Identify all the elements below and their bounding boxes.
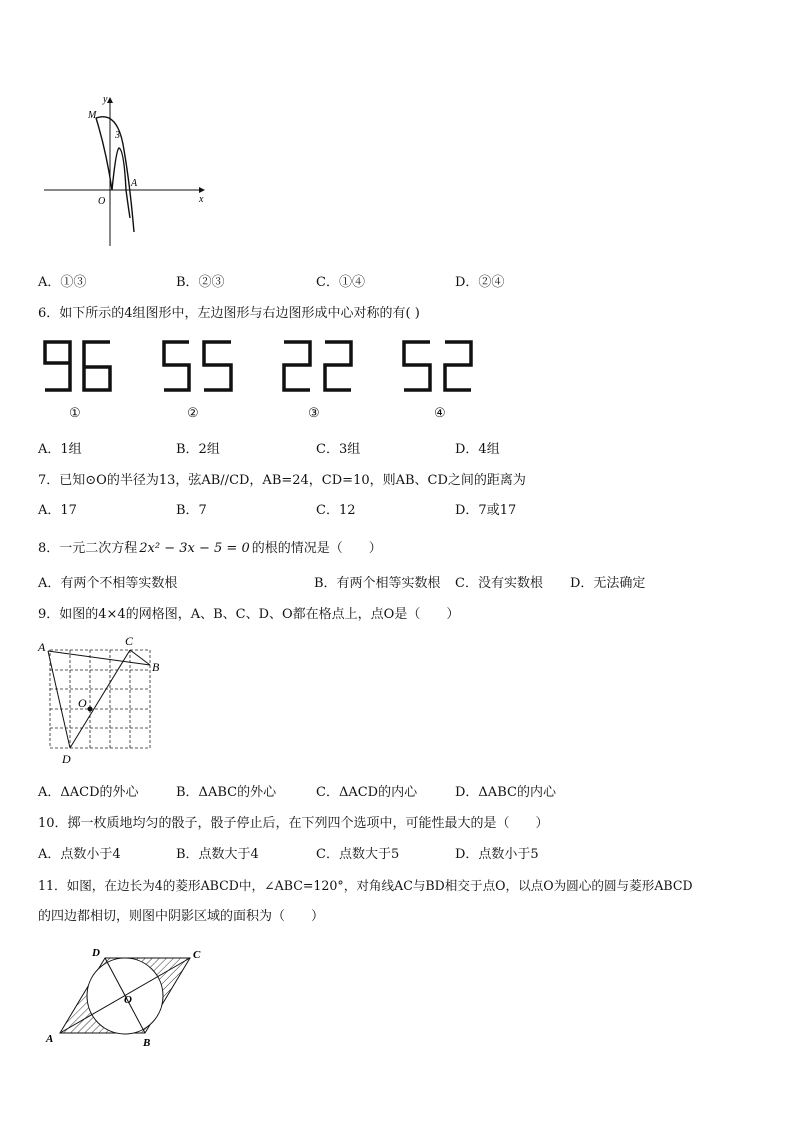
q6-option-c[interactable]: C．3组 (316, 442, 361, 457)
q8-option-d[interactable]: D．无法确定 (570, 576, 646, 591)
label-c: C (125, 634, 134, 648)
m-label: M (88, 110, 97, 121)
q5-option-c[interactable]: C．①④ (316, 275, 365, 290)
q8-stem-prefix: 8．一元二次方程 (38, 541, 138, 556)
label-b: B (152, 660, 160, 674)
label-b: B (143, 1037, 151, 1049)
q9-option-c[interactable]: C．ΔACD的内心 (316, 785, 418, 800)
label-o: O (124, 994, 132, 1006)
label-a: A (46, 1033, 54, 1045)
q5-option-b[interactable]: B．②③ (176, 275, 225, 290)
q8-option-c[interactable]: C．没有实数根 (455, 576, 543, 591)
q10-option-d[interactable]: D．点数小于5 (455, 847, 539, 862)
label-a: A (38, 640, 46, 654)
three-label: 3 (115, 130, 120, 141)
y-label: y (103, 94, 108, 105)
label-o: O (78, 696, 87, 710)
q6-option-b[interactable]: B．2组 (176, 442, 220, 457)
x-label: x (199, 194, 204, 205)
q7-option-b[interactable]: B．7 (176, 503, 207, 518)
q10-option-b[interactable]: B．点数大于4 (176, 847, 259, 862)
a-label: A (131, 178, 138, 189)
q8-option-a[interactable]: A．有两个不相等实数根 (38, 576, 178, 591)
q9-option-a[interactable]: A．ΔACD的外心 (38, 785, 139, 800)
q7-option-c[interactable]: C．12 (316, 503, 356, 518)
q10-option-a[interactable]: A．点数小于4 (38, 847, 121, 862)
q6-figure-label-3: ③ (308, 406, 320, 421)
label-d: D (92, 947, 100, 959)
q8-equation: 2x² − 3x − 5 = 0 (139, 541, 250, 556)
q6-figure-label-4: ④ (434, 406, 446, 421)
q5-option-a[interactable]: A．①③ (38, 275, 87, 290)
q7-stem: 7．已知⊙O的半径为13，弦AB//CD，AB=24，CD=10，则AB、CD之间的距离为 (38, 473, 526, 488)
q6-figure-label-2: ② (187, 406, 199, 421)
q6-stem: 6．如下所示的4组图形中，左边图形与右边图形成中心对称的有( ) (38, 306, 420, 321)
q11-stem-line1: 11．如图，在边长为4的菱形ABCD中，∠ABC=120°，对角线AC与BD相交于点O，以点O为圆心的圆与菱形ABCD (38, 878, 693, 893)
label-d: D (62, 752, 71, 766)
q6-figure-label-1: ① (69, 406, 81, 421)
q8-stem-suffix: 的根的情况是（ ） (251, 541, 382, 556)
q10-option-c[interactable]: C．点数大于5 (316, 847, 400, 862)
q6-option-a[interactable]: A．1组 (38, 442, 82, 457)
q9-option-b[interactable]: B．ΔABC的外心 (176, 785, 277, 800)
label-c: C (193, 949, 201, 961)
q8-option-b[interactable]: B．有两个相等实数根 (314, 576, 441, 591)
q5-option-d[interactable]: D．②④ (455, 275, 505, 290)
q7-option-d[interactable]: D．7或17 (455, 503, 517, 518)
q6-option-d[interactable]: D．4组 (455, 442, 500, 457)
q9-stem: 9．如图的4×4的网格图，A、B、C、D、O都在格点上，点O是（ ） (38, 607, 460, 622)
origin-label: O (98, 196, 106, 207)
q9-option-d[interactable]: D．ΔABC的内心 (455, 785, 556, 800)
q10-stem: 10．掷一枚质地均匀的骰子，骰子停止后，在下列四个选项中，可能性最大的是（ ） (38, 816, 549, 831)
q7-option-a[interactable]: A．17 (38, 503, 77, 518)
q11-stem-line2: 的四边都相切，则图中阴影区域的面积为（ ） (38, 909, 325, 924)
